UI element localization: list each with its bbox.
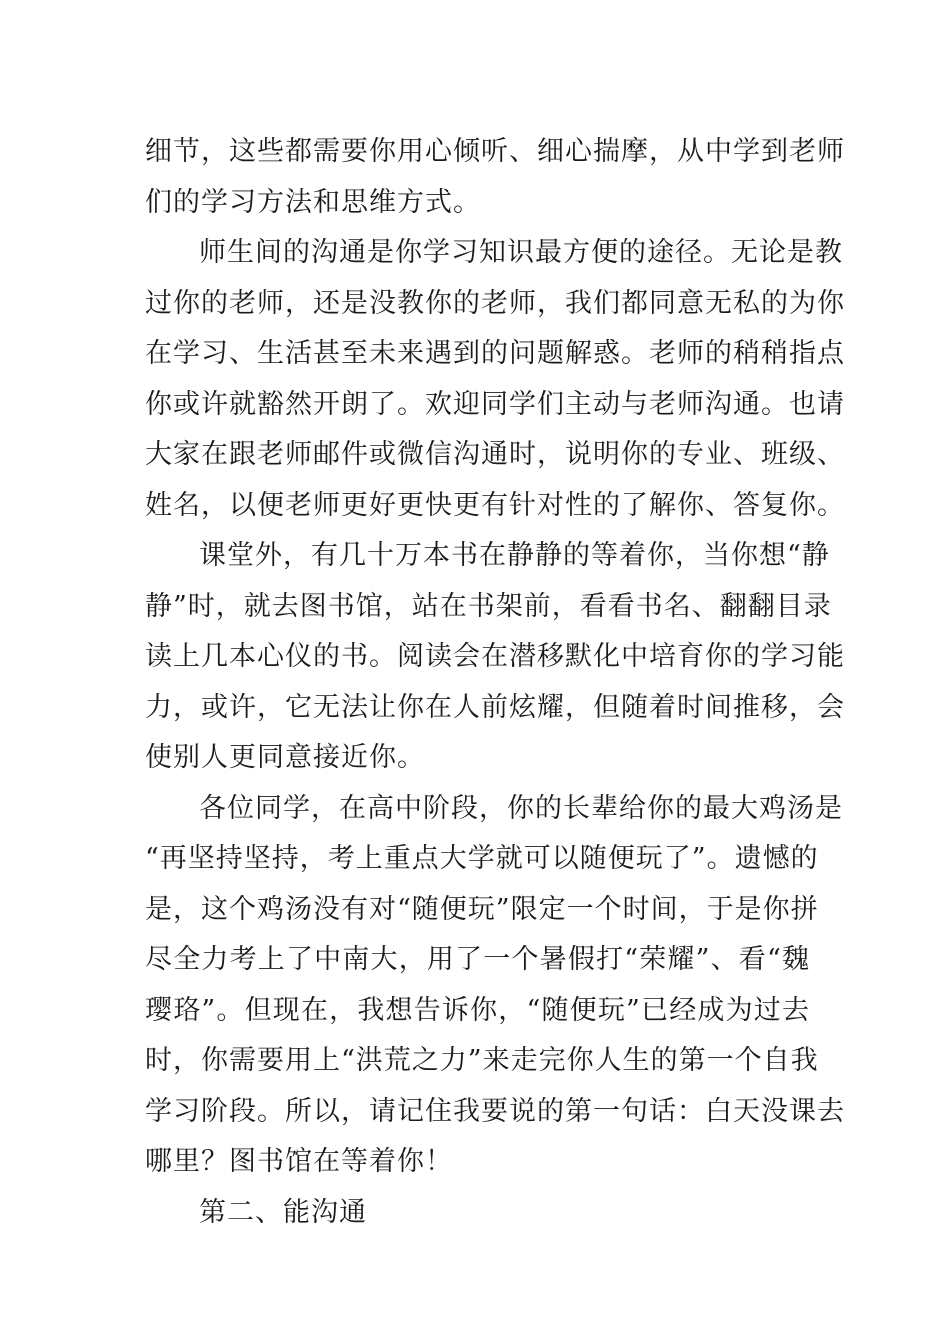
section-heading: 第二、能沟通 <box>199 1196 367 1228</box>
text-line: 是，这个鸡汤没有对“随便玩”限定一个时间，于是你拼 <box>145 893 819 925</box>
text-line: 各位同学，在高中阶段，你的长辈给你的最大鸡汤是 <box>199 792 843 824</box>
document-body <box>145 127 845 1238</box>
text-line: 璎珞”。但现在，我想告诉你，“随便玩”已经成为过去 <box>145 994 810 1026</box>
text-line: 尽全力考上了中南大，用了一个暑假打“荣耀”、看“魏 <box>145 944 810 975</box>
text-line: 你或许就豁然开朗了。欢迎同学们主动与老师沟通。也请 <box>145 388 845 420</box>
text-line: 哪里？图书馆在等着你！ <box>145 1146 453 1177</box>
text-line: 大家在跟老师邮件或微信沟通时，说明你的专业、班级、 <box>145 439 845 470</box>
text-line: 细节，这些都需要你用心倾听、细心揣摩，从中学到老师 <box>145 136 845 167</box>
text-line: 静”时，就去图书馆，站在书架前，看看书名、翻翻目录 <box>145 590 832 622</box>
text-line: 师生间的沟通是你学习知识最方便的途径。无论是教 <box>199 237 843 268</box>
text-line: “再坚持坚持，考上重点大学就可以随便玩了”。遗憾的 <box>145 843 819 874</box>
text-line: 在学习、生活甚至未来遇到的问题解惑。老师的稍稍指点 <box>145 338 845 369</box>
text-line: 时，你需要用上“洪荒之力”来走完你人生的第一个自我 <box>145 1045 819 1076</box>
text-line: 过你的老师，还是没教你的老师，我们都同意无私的为你 <box>145 287 845 319</box>
text-line: 学习阶段。所以，请记住我要说的第一句话：白天没课去 <box>145 1095 845 1127</box>
text-line: 使别人更同意接近你。 <box>145 742 425 773</box>
text-line: 读上几本心仪的书。阅读会在潜移默化中培育你的学习能 <box>145 641 845 672</box>
text-line: 力，或许，它无法让你在人前炫耀，但随着时间推移，会 <box>145 691 845 723</box>
text-line: 课堂外，有几十万本书在静静的等着你，当你想“静 <box>199 540 830 571</box>
text-line: 姓名，以便老师更好更快更有针对性的了解你、答复你。 <box>145 489 845 521</box>
text-line: 们的学习方法和思维方式。 <box>145 186 481 218</box>
